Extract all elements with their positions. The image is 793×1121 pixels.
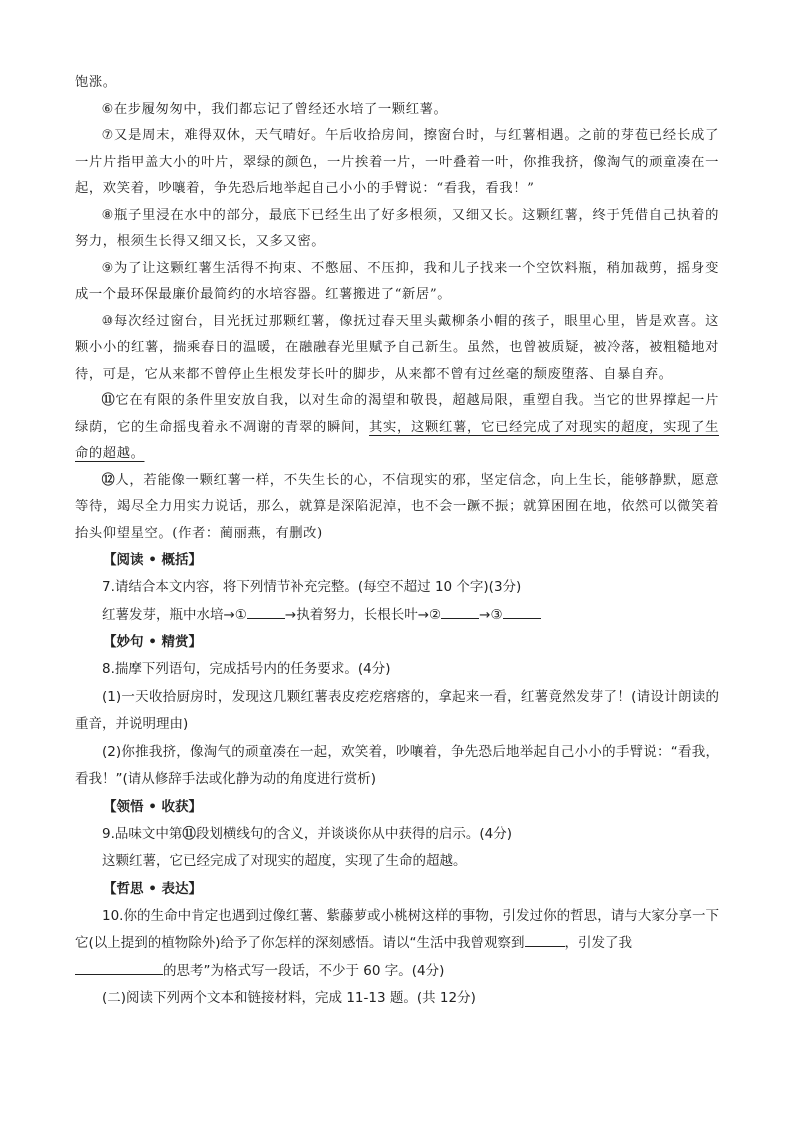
paragraph-text: 人，若能像一颗红薯一样，不失生长的心，不信现实的邪，坚定信念，向上生长，能够静默，愿意等待，竭尽全力用实力说话，那么，就算是深陷泥淖，也不会一蹶不振；就算困囿在地，依然可以微笑着抬头仰望星空。(作者：蔺丽燕，有删改) bbox=[75, 472, 719, 541]
question-8-part-2: (2)你推我挤，像淘气的顽童凑在一起，欢笑着，吵嚷着，争先恐后地举起自己小小的手臂说：“看我，看我！”(请从修辞手法或化静为动的角度进行赏析) bbox=[75, 743, 719, 787]
question-text: 段划横线句的含义，并谈谈你从中获得的启示。(4分) bbox=[195, 825, 513, 842]
paragraph-9 bbox=[75, 256, 719, 309]
section-heading-insight: 【领悟 • 收获】 bbox=[103, 798, 203, 815]
paragraph-11 bbox=[75, 388, 719, 468]
section-heading-appreciation: 【妙句 • 精赏】 bbox=[103, 634, 203, 650]
paragraph-7 bbox=[75, 123, 719, 203]
question-9-quote: 这颗红薯，它已经完成了对现实的超度，实现了生命的超越。 bbox=[102, 853, 467, 869]
paragraph-8 bbox=[75, 203, 719, 256]
answer-blank-2[interactable] bbox=[441, 604, 479, 619]
paragraph-number: ⑥ bbox=[101, 101, 114, 117]
paragraph-text: 它在有限的条件里安放自我，以对生命的渴望和敬畏，超越局限，重塑自我。当它的世界撑起一片绿荫，它的生命摇曳着永不凋谢的青翠的瞬间， bbox=[75, 393, 719, 435]
paragraph-number: ⑨ bbox=[101, 260, 115, 276]
blank-lead: →③ bbox=[479, 606, 503, 623]
paragraph-number: ⑩ bbox=[101, 313, 115, 329]
paragraph-5-end: 饱涨。 bbox=[75, 75, 117, 90]
paragraph-text: 在步履匆匆中，我们都忘记了曾经还水培了一颗红薯。 bbox=[113, 101, 448, 117]
blank-lead: 红薯发芽，瓶中水培→① bbox=[102, 606, 247, 623]
paragraph-number: ⑫ bbox=[101, 472, 116, 488]
paragraph-text: 瓶子里浸在水中的部分，最底下已经生出了好多根须，又细又长。这颗红薯，终于凭借自己执着的努力，根须生长得又细又长，又多又密。 bbox=[75, 207, 719, 249]
question-8-part-1: (1)一天收拾厨房时，发现这几颗红薯表皮疙疙瘩瘩的，拿起来一看，红薯竟然发芽了！(请设计朗读的重音，并说明理由) bbox=[75, 688, 719, 732]
document-content bbox=[75, 70, 719, 1013]
underlined-sentence: 其实，这颗红薯，它已经完成了对现实的超度，实现了生命的超越。 bbox=[75, 419, 719, 461]
question-text: ，引发了我 bbox=[564, 935, 633, 951]
paragraph-6 bbox=[75, 97, 719, 124]
question-text: 10.你的生命中肯定也遇到过像红薯、紫藤萝或小桃树这样的事物，引发过你的哲思，请与大家分享一下它(以上提到的植物除外)给予了你怎样的深刻感悟。请以“生活中我曾观察到 bbox=[75, 907, 719, 951]
question-10 bbox=[75, 903, 719, 986]
answer-blank-3[interactable] bbox=[503, 604, 541, 619]
question-text: 的思考”为格式写一段话，不少于 60 字。(4分) bbox=[163, 962, 445, 979]
question-text: 9.品味文中第 bbox=[102, 825, 183, 842]
section-heading-reading: 【阅读 • 概括】 bbox=[103, 552, 203, 568]
question-7: 7.请结合本文内容，将下列情节补充完整。(每空不超过 10 个字)(3分) bbox=[102, 579, 522, 595]
answer-blank-1[interactable] bbox=[247, 604, 285, 619]
paragraph-text: 又是周末，难得双休，天气晴好。午后收拾房间，擦窗台时，与红薯相遇。之前的芽苞已经长成了一片片指甲盖大小的叶片，翠绿的颜色，一片挨着一片，一叶叠着一叶，你推我挤，像淘气的顽童凑在一起，欢笑着，吵嚷着，争先恐后地举起自己小小的手臂说：“看我，看我！” bbox=[75, 128, 719, 196]
paragraph-number: ⑪ bbox=[101, 393, 116, 408]
next-part-heading: (二)阅读下列两个文本和链接材料，完成 11-13 题。(共 12分) bbox=[102, 990, 476, 1006]
question-9 bbox=[75, 821, 719, 849]
answer-blank-observed[interactable] bbox=[525, 932, 565, 947]
question-7-blanks bbox=[75, 602, 719, 630]
paragraph-12 bbox=[75, 468, 719, 548]
paragraph-text: 为了让这颗红薯生活得不拘束、不憋屈、不压抑，我和儿子找来一个空饮料瓶，稍加裁剪，摇身变成一个最环保最廉价最简约的水培容器。红薯搬进了“新居”。 bbox=[75, 260, 719, 302]
paragraph-text: 每次经过窗台，目光抚过那颗红薯，像抚过春天里头戴柳条小帽的孩子，眼里心里，皆是欢喜。这颗小小的红薯，揣乘春日的温暖，在融融春光里赋予自己新生。虽然，也曾被质疑，被冷落，被粗糙地对待，可是，它从来都不曾停止生根发芽长叶的脚步，从来都不曾有过丝毫的颓废堕落、自暴自弃。 bbox=[75, 313, 719, 382]
paragraph-10 bbox=[75, 309, 719, 389]
section-heading-expression: 【哲思 • 表达】 bbox=[103, 880, 203, 897]
blank-lead: →执着努力，长根长叶→② bbox=[284, 606, 442, 623]
paragraph-number: ⑪ bbox=[182, 825, 196, 842]
answer-blank-thought[interactable] bbox=[75, 960, 163, 975]
question-8: 8.揣摩下列语句，完成括号内的任务要求。(4分) bbox=[102, 661, 391, 677]
paragraph-number: ⑧ bbox=[101, 207, 115, 223]
paragraph-number: ⑦ bbox=[101, 128, 115, 143]
